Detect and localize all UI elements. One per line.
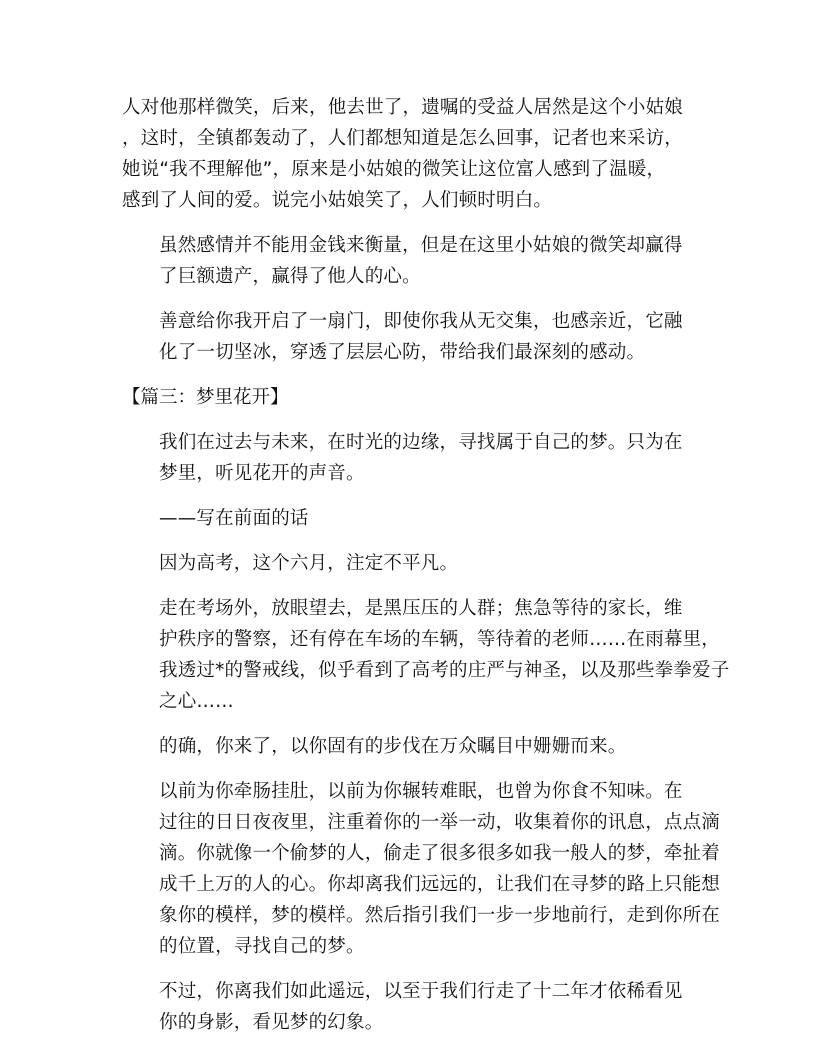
paragraph [122, 776, 721, 962]
paragraph [122, 548, 678, 579]
text-line: 的位置，寻找自己的梦。 [159, 936, 365, 957]
text-line: 之心…… [159, 691, 234, 712]
text-line: 因为高考，这个六月，注定不平凡。 [159, 553, 459, 574]
text-line: 象你的模样，梦的模样。然后指引我们一步一步地前行，走到你所在 [159, 905, 721, 926]
text-line: 化了一切坚冰，穿透了层层心防，带给我们最深刻的感动。 [159, 342, 646, 363]
text-line: 护秩序的警察，还有停在车场的车辆，等待着的老师……在雨幕里， [159, 629, 721, 650]
paragraph [122, 593, 730, 717]
text-line: 过往的日日夜夜里，注重着你的一举一动，收集着你的讯息，点点滴 [159, 812, 721, 833]
paragraph [122, 306, 683, 368]
text-line: 虽然感情并不能用金钱来衡量，但是在这里小姑娘的微笑却赢得 [159, 235, 683, 256]
paragraph [122, 427, 683, 489]
text-line: 【篇三：梦里花开】 [122, 387, 289, 408]
section-heading [122, 382, 678, 413]
text-line: 善意给你我开启了一扇门，即使你我从无交集，也感亲近，它融 [159, 311, 683, 332]
paragraph [122, 230, 683, 292]
text-line: 我们在过去与未来，在时光的边缘，寻找属于自己的梦。只为在 [159, 432, 683, 453]
text-line: 了巨额遗产，赢得了他人的心。 [159, 266, 421, 287]
text-line: 的确，你来了，以你固有的步伐在万众瞩目中姗姗而来。 [159, 736, 627, 757]
text-line: 滴。你就像一个偷梦的人，偷走了很多很多如我一般人的梦，牵扯着 [159, 843, 721, 864]
text-line: 梦里，听见花开的声音。 [159, 463, 365, 484]
text-line: 我透过*的警戒线，似乎看到了高考的庄严与神圣，以及那些拳拳爱子 [159, 660, 730, 681]
text-line: 你的身影，看见梦的幻象。 [159, 1012, 384, 1033]
text-line: ——写在前面的话 [159, 508, 309, 529]
text-line: 不过，你离我们如此遥远，以至于我们行走了十二年才依稀看见 [159, 981, 683, 1002]
paragraph [122, 503, 678, 534]
text-line: 成千上万的人的心。你却离我们远远的，让我们在寻梦的路上只能想 [159, 874, 721, 895]
text-line: 她说“我不理解他”，原来是小姑娘的微笑让这位富人感到了温暖， [122, 159, 666, 180]
paragraph [122, 731, 678, 762]
text-line: 感到了人间的爱。说完小姑娘笑了，人们顿时明白。 [122, 190, 553, 211]
text-line: 人对他那样微笑，后来，他去世了，遗嘱的受益人居然是这个小姑娘 [122, 97, 684, 118]
paragraph [122, 92, 684, 216]
paragraph [122, 976, 683, 1038]
text-line: ，这时，全镇都轰动了，人们都想知道是怎么回事，记者也来采访， [122, 128, 684, 149]
document-page [122, 92, 730, 1052]
text-line: 走在考场外，放眼望去，是黑压压的人群；焦急等待的家长，维 [159, 598, 683, 619]
text-line: 以前为你牵肠挂肚，以前为你辗转难眠，也曾为你食不知味。在 [159, 781, 683, 802]
